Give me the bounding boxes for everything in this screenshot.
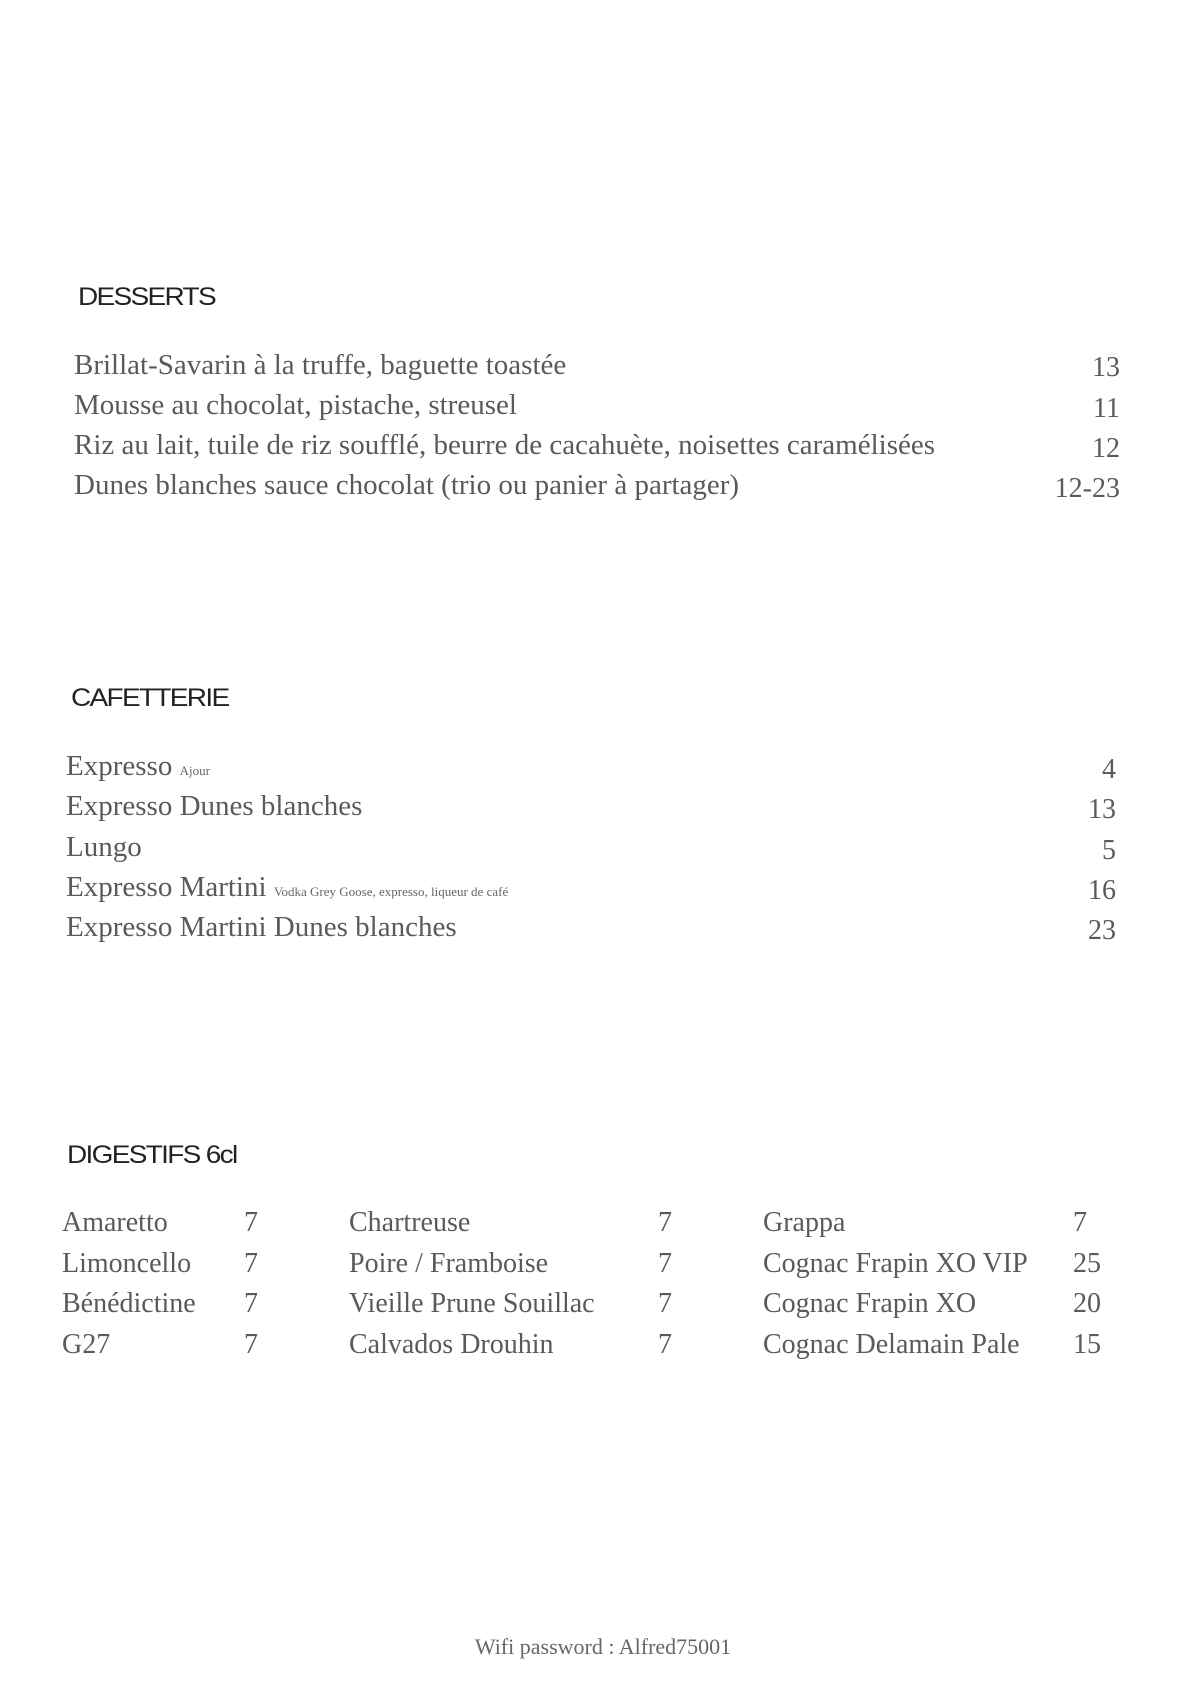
digestif-name: Poire / Framboise [349,1248,549,1279]
menu-item-note: Vodka Grey Goose, expresso, liqueur de café [273,884,509,899]
digestif-price: 7 [658,1329,672,1360]
digestif-price: 7 [1073,1207,1087,1238]
digestif-name: G27 [62,1329,111,1360]
menu-item-name: Lungo [66,831,142,863]
digestif-price: 7 [244,1207,258,1238]
desserts-heading: DESSERTS [78,283,215,311]
digestif-price: 7 [658,1248,672,1279]
digestif-name: Grappa [763,1207,846,1238]
wifi-password: Wifi password : Alfred75001 [474,1634,732,1659]
menu-item-price: 13 [1092,352,1120,383]
menu-item-price: 5 [1102,835,1116,866]
menu-item-name: Expresso Martini [66,871,267,903]
digestif-name: Cognac Frapin XO VIP [763,1248,1028,1279]
digestif-name: Vieille Prune Souillac [349,1288,595,1319]
digestif-name: Chartreuse [349,1207,471,1238]
menu-item [66,871,508,908]
digestif-price: 20 [1073,1288,1101,1319]
digestif-name: Amaretto [62,1207,168,1238]
menu-item-name: Brillat-Savarin à la truffe, baguette toastée [74,349,567,381]
digestif-name: Limoncello [62,1248,192,1279]
digestif-name: Bénédictine [62,1288,196,1319]
menu-item-name: Expresso [66,750,173,782]
menu-item-name: Dunes blanches sauce chocolat (trio ou panier à partager) [74,469,740,501]
digestif-price: 7 [658,1288,672,1319]
digestif-price: 7 [244,1329,258,1360]
menu-item-price: 11 [1093,393,1120,424]
menu-item-price: 23 [1088,915,1116,946]
menu-item-price: 4 [1102,754,1116,785]
digestif-price: 7 [658,1207,672,1238]
cafetterie-heading: CAFETTERIE [71,684,229,712]
digestif-price: 7 [244,1248,258,1279]
digestif-price: 25 [1073,1248,1101,1279]
menu-item-price: 16 [1088,875,1116,906]
menu-item-price: 12 [1092,433,1120,464]
menu-item-name: Mousse au chocolat, pistache, streusel [74,389,517,421]
digestif-price: 7 [244,1288,258,1319]
menu-item-price: 12-23 [1054,473,1120,504]
digestif-name: Cognac Frapin XO [763,1288,977,1319]
digestif-name: Calvados Drouhin [349,1329,554,1360]
digestif-price: 15 [1073,1329,1101,1360]
menu-item-name: Expresso Dunes blanches [66,790,363,822]
menu-item [66,750,210,787]
digestif-name: Cognac Delamain Pale [763,1329,1020,1360]
menu-item-name: Expresso Martini Dunes blanches [66,911,457,943]
menu-item-price: 13 [1088,794,1116,825]
menu-item-note: Ajour [179,763,210,778]
digestifs-heading: DIGESTIFS 6cl [67,1141,237,1169]
menu-item-name: Riz au lait, tuile de riz soufflé, beurre de cacahuète, noisettes caramélisées [74,429,936,461]
